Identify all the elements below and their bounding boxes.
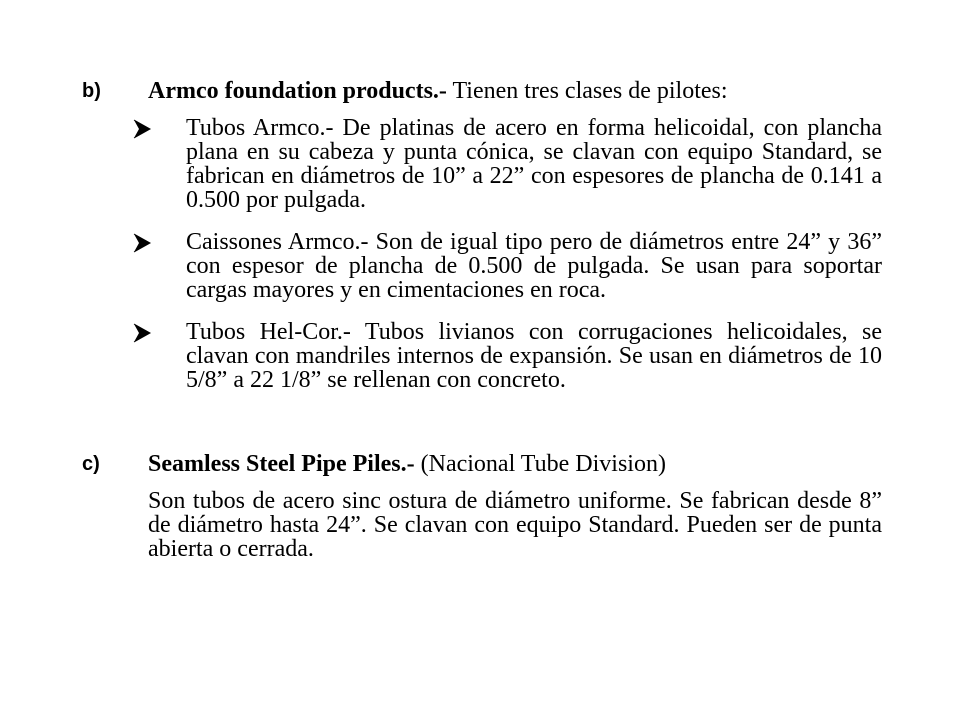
bullet-item-caissones-armco — [82, 230, 882, 302]
bullet-text: Tubos livianos con corrugaciones helicoidales, se clavan con mandriles internos de expansión. Se usan en diámetros de 10 5/8” a 22 1/8” se rellenan con concreto. — [186, 319, 882, 393]
section-b-heading — [82, 76, 882, 106]
section-c-letter: c) — [82, 453, 100, 475]
section-c-subtitle: (Nacional Tube Division) — [414, 451, 666, 477]
bullet-item-tubos-hel-cor — [82, 320, 882, 392]
section-c-title: Seamless Steel Pipe Piles.- — [148, 451, 415, 477]
bullet-item-tubos-armco — [82, 116, 882, 212]
section-c — [82, 449, 882, 561]
section-c-heading — [82, 449, 882, 479]
section-b-subtitle: Tienen tres clases de pilotes: — [446, 78, 728, 104]
arrow-bullet-icon — [132, 119, 152, 139]
arrow-bullet-icon — [132, 323, 152, 343]
bullet-title: Tubos Hel-Cor.- — [186, 319, 351, 345]
section-c-paragraph: Son tubos de acero sinc ostura de diámetro uniforme. Se fabrican desde 8” de diámetro hasta 24”. Se clavan con equipo Standard. Pueden ser de punta abierta o cerrada. — [148, 488, 882, 562]
bullet-list — [82, 116, 882, 392]
arrow-bullet-icon — [132, 233, 152, 253]
section-b — [82, 76, 882, 392]
bullet-title: Tubos Armco.- — [186, 115, 334, 141]
bullet-text: Son de igual tipo pero de diámetros entre 24” y 36” con espesor de plancha de 0.500 de pulgada. Se usan para soportar cargas mayores y en cimentaciones en roca. — [186, 229, 883, 303]
bullet-text: De platinas de acero en forma helicoidal, con plancha plana en su cabeza y punta cónica, se clavan con equipo Standard, se fabrican en diámetros de 10” a 22” con espesores de plancha de 0.141 a 0.500 por pulgada. — [186, 115, 882, 213]
bullet-title: Caissones Armco.- — [186, 229, 369, 255]
section-b-letter: b) — [82, 80, 101, 102]
section-b-title: Armco foundation products.- — [148, 78, 447, 104]
